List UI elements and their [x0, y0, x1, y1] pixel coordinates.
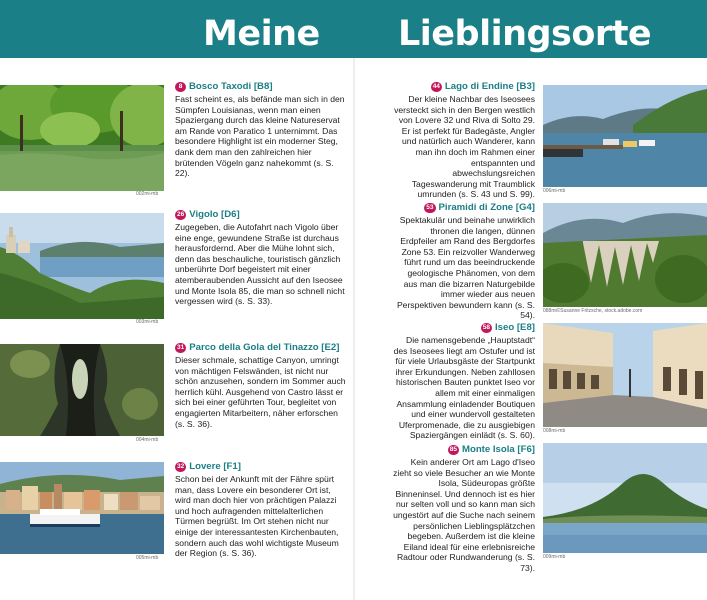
photo-iseo [543, 323, 707, 427]
photo-credit: 008mi-mb [543, 428, 566, 434]
entry-lovere [175, 461, 347, 559]
entry-title: Lovere [F1] [189, 460, 241, 472]
photo-credit: 003mi-mb [136, 319, 159, 325]
entry-text: Zugegeben, die Autofahrt nach Vigolo über eine enge, gewundene Straße ist durchaus herausfordernd. Aber die Mühe lohnt sich, denn das beschauliche, touristisch gänzlich unberührte Dorf begeistert mit einer atemberaubenden Aussicht auf den Iseosee und Monte Isola 85, die man so schnell nicht vergessen wird (s. S. 33). [175, 222, 345, 307]
page-gutter [353, 58, 355, 600]
photo-credit: 005mi-mb [136, 555, 159, 561]
entry-number-badge: 44 [432, 83, 440, 90]
entry-text: Spektakulär und beinahe unwirklich thronen die langen, dünnen Erdpfeiler am Rand des Bergdorfes Zone 53. Ein reizvoller Wanderweg führt rund um das beeindruckende geologische Phänomen, von dem aus man die bizarren Naturgebilde immer wieder aus neuen Perspektiven bewundern kann (s. S. 54). [396, 215, 535, 321]
entry-text: Dieser schmale, schattige Canyon, umringt von mächtigen Felswänden, ist nicht nur schön anzusehen, sondern im Sommer auch herrlich kühl. Ausgehend von Castro lässt er sich bei einer geführten Tour, begleitet von engagierten Mitarbeitern, näher erforschen (s. S. 36). [175, 355, 346, 429]
entry-number-badge: 53 [426, 204, 434, 211]
entry-text: Der kleine Nachbar des Iseosees versteckt sich in den Bergen westlich von Lovere 32 und Riva di Solto 29. Er ist perfekt für Badegäste, Angler und natürlich auch Wanderer, kann man ihn doch im Rahmen einer entspannten und abwechslungsreichen Tageswanderung mit Traumblick umrunden (s. S. 43 und S. 99). [394, 94, 535, 200]
entry-number-badge: 31 [177, 344, 185, 351]
header-title-word-2: Lieblingsorte [398, 14, 652, 54]
photo-monte-isola [543, 443, 707, 553]
photo-credit: 006mi-mb [543, 188, 566, 194]
photo-vigolo [0, 213, 164, 319]
entry-gola-del-tinazzo [175, 342, 347, 429]
entry-monte-isola [392, 444, 535, 574]
entry-title: Monte Isola [F6] [461, 443, 535, 455]
photo-credit: 004mi-mb [136, 437, 159, 443]
photo-lovere [0, 462, 164, 554]
entry-title: Parco della Gola del Tinazzo [E2] [189, 341, 340, 353]
header-title-word-1: Meine [203, 14, 320, 54]
photo-credit: 088mi©Susanne Fritzsche, stock.adobe.com [543, 308, 643, 314]
entry-number-badge: 85 [449, 446, 457, 453]
entry-title: Piramidi di Zone [G4] [438, 201, 535, 213]
entry-lago-di-endine [392, 81, 535, 200]
entry-number-badge: 26 [177, 211, 185, 218]
header-bar [0, 0, 707, 58]
entry-text: Die namensgebende „Hauptstadt“ des Iseosees liegt am Ostufer und ist für viele Urlaubsgäste der Startpunkt ihrer Erkundungen. Neben zahllosen historischen Bauten punktet Iseo vor allem mit einer einmaligen Ansammlung einladender Boutiquen und einer wundervoll gestalteten Uferpromenade, die zu ausgiebigen Spaziergängen einlädt (s. S. 60). [393, 335, 535, 441]
photo-gola-del-tinazzo [0, 344, 164, 436]
entry-title: Iseo [E8] [495, 321, 535, 333]
entry-piramidi-di-zone [392, 202, 535, 321]
entry-text: Schon bei der Ankunft mit der Fähre spürt man, dass Lovere ein besonderer Ort ist, wird man doch hier von prächtigen Palazzi und hoch aufragenden mittelalterlichen Türmen begrüßt. Im Ort stehen nicht nur einige der interessantesten Kirchenbauten, sondern auch das wohl wichtigste Museum der Region (s. S. 36). [175, 474, 339, 559]
entry-bosco-taxodi [175, 81, 347, 179]
entry-number-badge: 32 [177, 463, 185, 470]
photo-credit: 009mi-mb [543, 554, 566, 560]
photo-credit: 002mi-mb [136, 191, 159, 197]
entry-title: Bosco Taxodi [B8] [189, 80, 273, 92]
entry-text: Fast scheint es, als befände man sich in den Sümpfen Louisianas, wenn man einen Spaziergang durch das kleine Natureservat am Rande von Paratico 1 unternimmt. Das besondere Highlight ist ein moderner Steg, dank dem man den zahlreichen hier brütenden Vögeln ganz nahekommt (s. S. 22). [175, 94, 345, 179]
photo-piramidi-di-zone [543, 203, 707, 307]
entry-title: Lago di Endine [B3] [444, 80, 535, 92]
entry-iseo [392, 322, 535, 441]
photo-lago-di-endine [543, 85, 707, 187]
entry-number-badge: 8 [175, 82, 186, 92]
entry-text: Kein anderer Ort am Lago d'Iseo zieht so viele Besucher an wie Monte Isola, Südeuropas größte Binneninsel. Und dennoch ist es hier nur selten voll und so kann man sich ungestört auf die Suche nach seinem persönlichen Lieblingsplätzchen begeben. Außerdem ist die kleine Eiland ideal für eine erlebnisreiche Radtour oder Rundwanderung (s. S. 73). [393, 457, 535, 573]
entry-title: Vigolo [D6] [189, 208, 240, 220]
entry-vigolo [175, 209, 347, 307]
entry-number-badge: 58 [482, 324, 490, 331]
photo-bosco-taxodi [0, 85, 164, 191]
